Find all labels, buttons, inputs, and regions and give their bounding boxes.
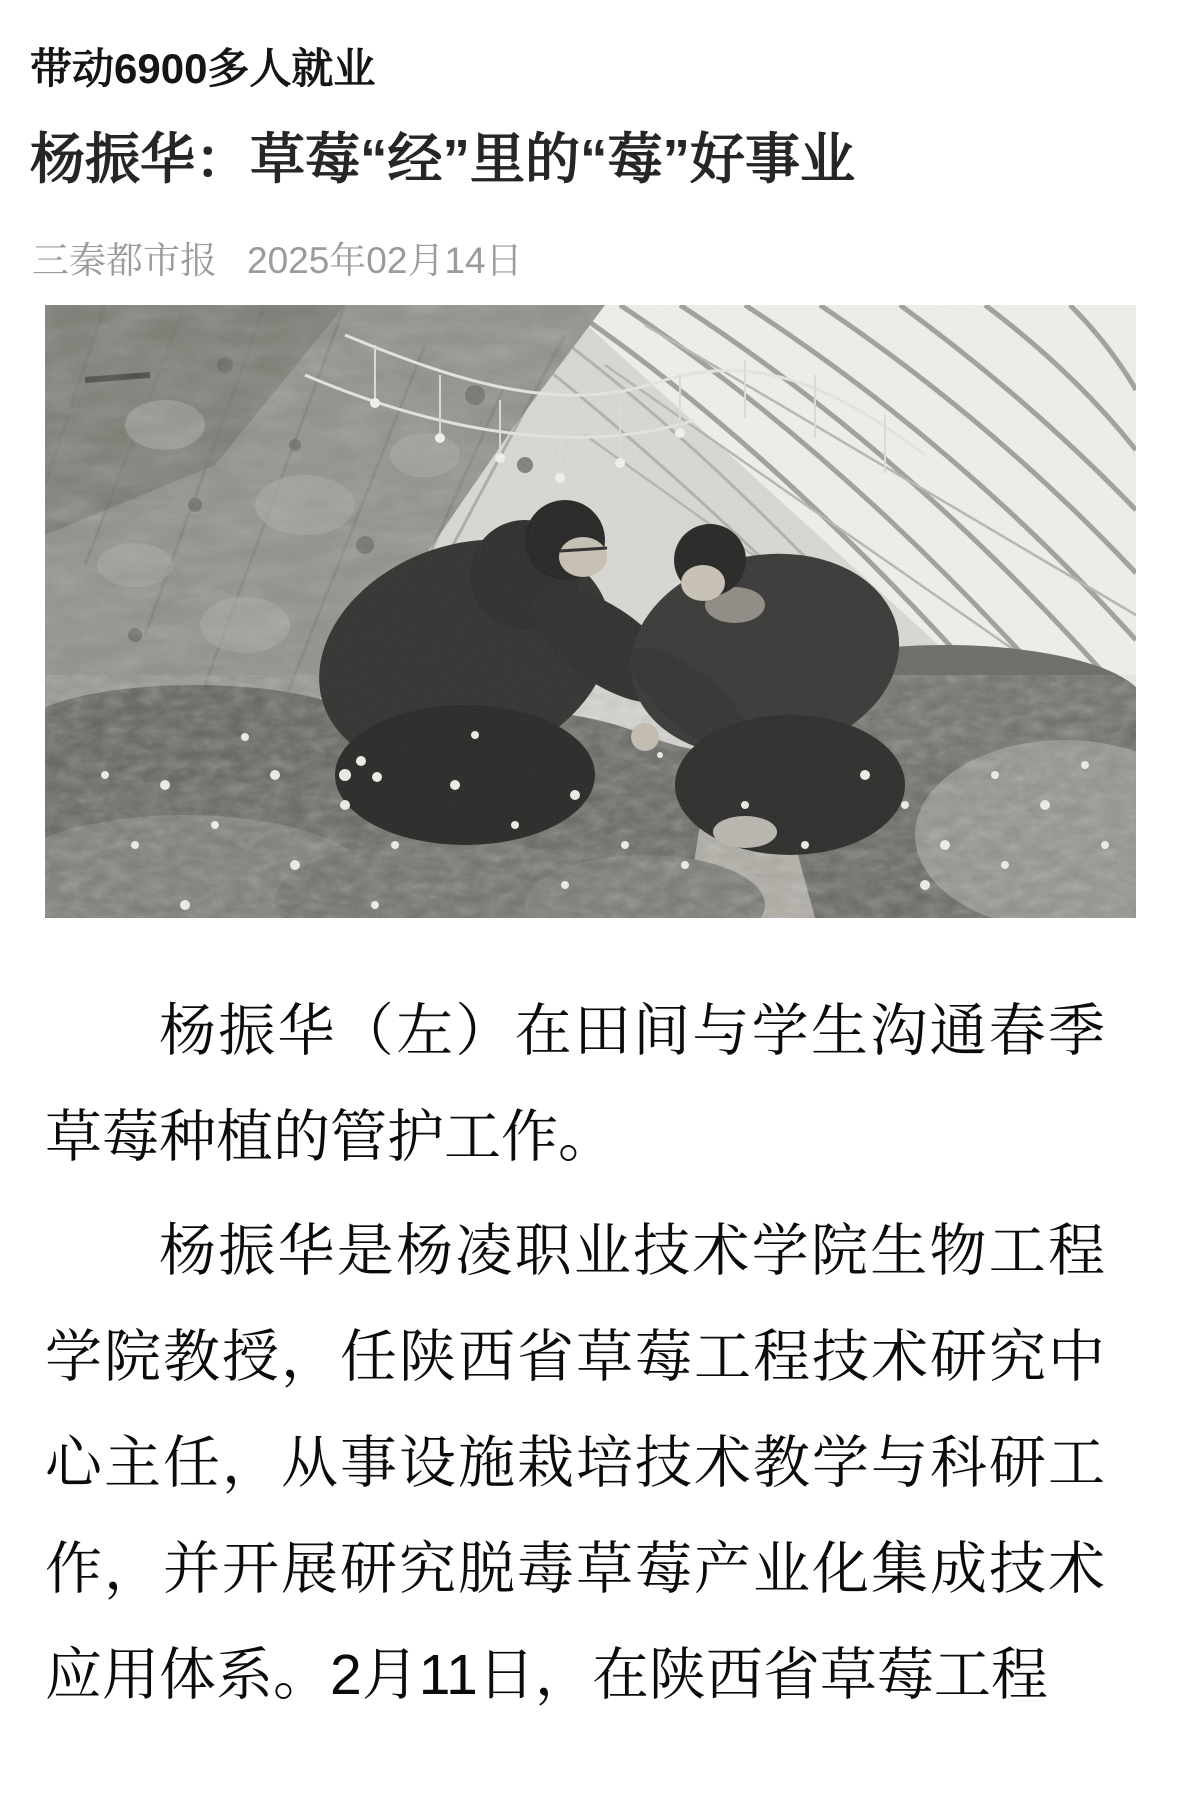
- article-title: 杨振华：草莓“经”里的“莓”好事业: [30, 128, 856, 191]
- article-body: [45, 978, 1105, 1728]
- photo-grain: [45, 305, 1136, 918]
- article-photo[interactable]: [45, 305, 1136, 918]
- publish-date: 2025年02月14日: [247, 239, 523, 281]
- article-meta: [32, 239, 1133, 283]
- source-name[interactable]: 三秦都市报: [32, 239, 217, 281]
- photo-caption-paragraph: 杨振华（左）在田间与学生沟通春季草莓种植的管护工作。: [45, 999, 1105, 1170]
- kicker-line: 带动6900多人就业: [30, 45, 376, 92]
- body-paragraph: 杨振华是杨凌职业技术学院生物工程学院教授，任陕西省草莓工程技术研究中心主任，从事设施栽培技术教学与科研工作，并开展研究脱毒草莓产业化集成技术应用体系。2月11日，在陕西省草莓工程: [45, 1219, 1105, 1708]
